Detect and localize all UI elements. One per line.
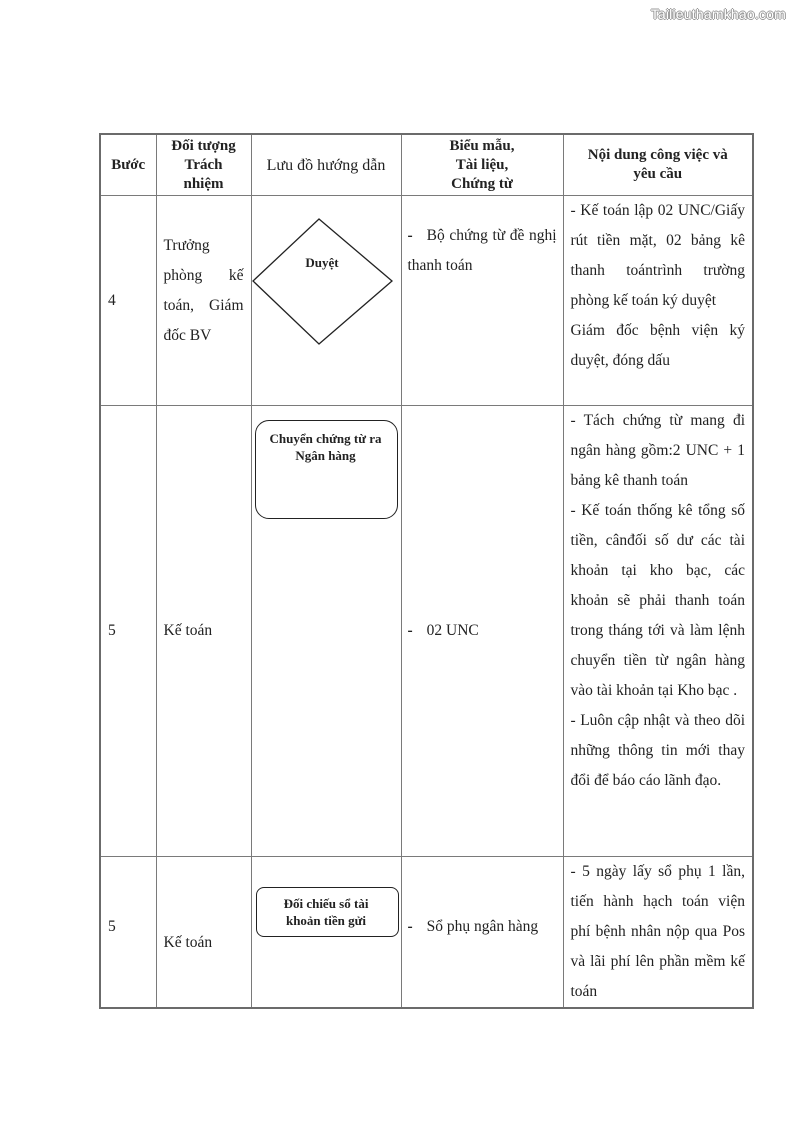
bullet-dash: - (407, 227, 413, 244)
header-flowchart: Lưu đồ hướng dẫn (251, 134, 401, 196)
header-step: Bước (100, 134, 156, 196)
table-row (100, 196, 753, 406)
header-documents: Biểu mẫu, Tài liệu, Chứng từ (401, 134, 563, 196)
documents-cell: - Bộ chứng từ đề nghị thanh toán (401, 196, 563, 406)
content-cell: - Tách chứng từ mang đi ngân hàng gồm:2 UNC + 1 bảng kê thanh toán - Kế toán thống kê tổng số tiền, cânđối số dư các tài khoản tại kho bạc, các khoản sẽ phải thanh toán trong tháng tới và làm lệnh chuyển tiền từ ngân hàng vào tài khoản tại Kho bạc . - Luôn cập nhật và theo dõi những thông tin mới thay đổi để báo cáo lãnh đạo. (563, 406, 753, 857)
diamond-outline (252, 218, 400, 348)
responsible-cell: Trưởng phòng kế toán, Giám đốc BV (156, 196, 251, 406)
bullet-dash: - (407, 918, 413, 935)
flow-label-transfer: Chuyển chứng từ ra Ngân hàng (269, 431, 382, 463)
documents-cell: - 02 UNC (401, 406, 563, 857)
responsible-cell: Kế toán (156, 857, 251, 1009)
table-row (100, 857, 753, 1009)
table-header-row (100, 134, 753, 196)
bullet-dash: - (407, 622, 413, 639)
table-row (100, 406, 753, 857)
content-cell: - Kế toán lập 02 UNC/Giấy rút tiền mặt, 02 bảng kê thanh toántrình trường phòng kế toán ký duyệt Giám đốc bệnh viện ký duyệt, đóng dấu (563, 196, 753, 406)
step-cell: 5 (100, 857, 156, 1009)
header-responsible: Đối tượng Trách nhiệm (156, 134, 251, 196)
documents-cell: - Sổ phụ ngân hàng (401, 857, 563, 1009)
flowchart-cell (251, 406, 401, 857)
flow-label-approve: Duyệt (305, 255, 339, 270)
diamond-shape (252, 218, 400, 348)
content-cell: - 5 ngày lấy sổ phụ 1 lần, tiến hành hạch toán viện phí bệnh nhân nộp qua Pos và lãi phí lên phần mềm kế toán (563, 857, 753, 1009)
watermark: Tailieuthamkhao.com (650, 6, 786, 22)
procedure-table (99, 133, 754, 1009)
header-content: Nội dung công việc và yêu cầu (563, 134, 753, 196)
step-cell: 5 (100, 406, 156, 857)
flow-label-reconcile: Đối chiếu sổ tài khoản tiền gửi (283, 896, 369, 928)
flowchart-cell (251, 196, 401, 406)
step-cell: 4 (100, 196, 156, 406)
responsible-cell: Kế toán (156, 406, 251, 857)
flowchart-cell (251, 857, 401, 1009)
